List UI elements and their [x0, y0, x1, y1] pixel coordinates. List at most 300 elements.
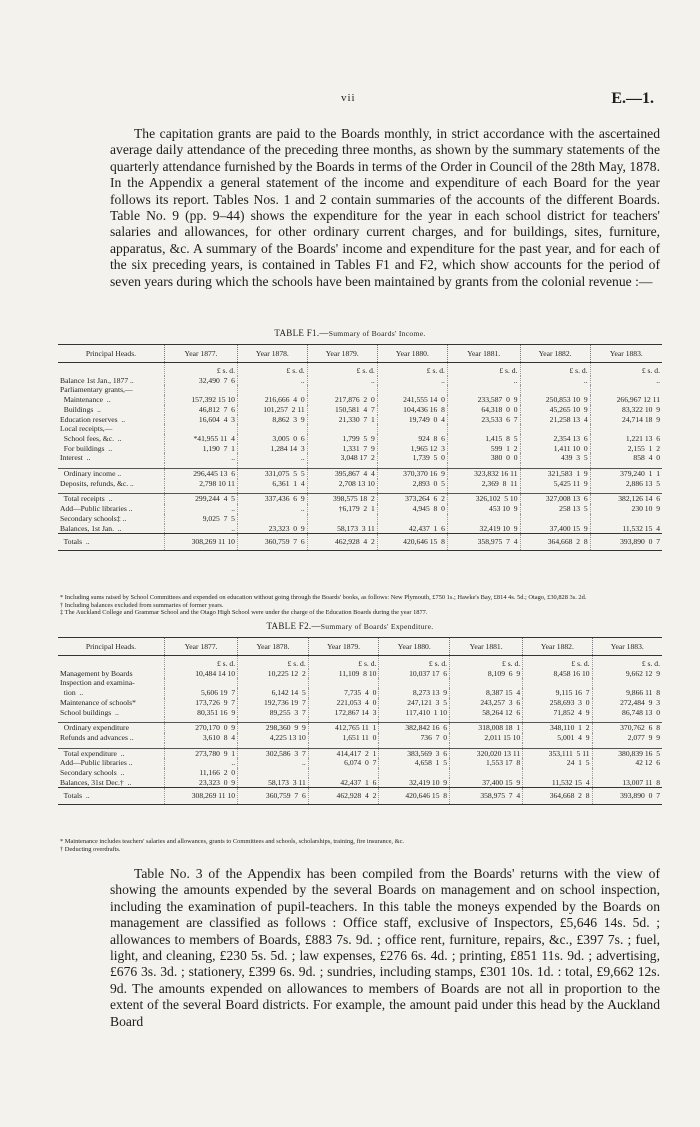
value-cell: .. [237, 376, 307, 386]
value-cell: 1,284 14 3 [237, 444, 307, 454]
row-label: For buildings .. [58, 444, 165, 454]
value-cell: 16,604 4 3 [165, 415, 238, 425]
column-header-year: Year 1877. [165, 345, 238, 363]
value-cell: 370,370 16 9 [377, 469, 447, 479]
value-cell: 150,581 4 7 [307, 405, 377, 415]
value-cell: 157,392 15 10 [165, 395, 238, 405]
row-label: Balances, 1st Jan. .. [58, 524, 165, 534]
column-header-year: Year 1878. [237, 345, 307, 363]
column-header-year: Year 1883. [590, 345, 662, 363]
value-cell: 173,726 9 7 [165, 698, 238, 708]
row-label: Balances, 31st Dec.† .. [58, 778, 165, 788]
column-header-year: Year 1879. [308, 638, 379, 656]
value-cell: 299,244 4 5 [165, 494, 238, 504]
value-cell: 11,109 8 10 [308, 669, 379, 679]
value-cell [523, 768, 592, 778]
value-cell: 373,264 6 2 [377, 494, 447, 504]
value-cell: 8,862 3 9 [237, 415, 307, 425]
value-cell: 318,008 18 1 [450, 723, 523, 733]
value-cell: 858 4 0 [633, 453, 660, 463]
value-cell: .. [237, 453, 307, 463]
value-cell: 2,798 10 11 [165, 479, 238, 489]
footnote: ‡ The Auckland College and Grammar School and the Otago High School were under the charge of the Education Boards during the year 1877. [60, 609, 428, 617]
value-cell: 360,759 7 6 [237, 534, 307, 551]
value-cell: 221,053 4 0 [308, 698, 379, 708]
table-header-row [58, 345, 662, 363]
value-cell: 3,610 8 4 [165, 733, 238, 743]
value-cell: 358,975 7 4 [450, 788, 523, 805]
value-cell: 192,736 19 7 [238, 698, 309, 708]
column-header-year: Year 1882. [520, 345, 590, 363]
value-cell: 7,735 4 0 [308, 688, 379, 698]
value-cell: .. [520, 376, 590, 386]
value-cell [450, 678, 523, 688]
value-cell [308, 768, 379, 778]
table-row [58, 524, 662, 534]
table-row [58, 788, 662, 805]
value-cell: 58,173 3 11 [238, 778, 309, 788]
value-cell: .. [238, 758, 309, 768]
value-cell: 258,693 3 0 [523, 698, 592, 708]
value-cell: 5,001 4 9 [523, 733, 592, 743]
value-cell [592, 768, 662, 778]
value-cell: 2,354 13 6 [520, 434, 590, 444]
table-header-row [58, 638, 662, 656]
value-cell [520, 424, 590, 434]
value-cell: 2,886 13 5 [625, 478, 660, 488]
value-cell: 420,646 15 8 [377, 534, 447, 551]
table-row [58, 733, 662, 743]
value-cell: 241,555 14 0 [377, 395, 447, 405]
row-label: Management by Boards [58, 669, 165, 679]
row-label: School buildings .. [58, 708, 165, 718]
value-cell: 80,351 16 9 [165, 708, 238, 718]
value-cell: 453 10 9 [447, 504, 520, 514]
value-cell: 11,166 2 0 [165, 768, 238, 778]
value-cell: 302,586 3 7 [238, 748, 309, 758]
value-cell: 1,331 7 9 [307, 444, 377, 454]
table-row [58, 698, 662, 708]
table-row [58, 768, 662, 778]
column-header-year: Year 1879. [307, 345, 377, 363]
row-label: Deposits, refunds, &c. .. [58, 479, 165, 489]
value-cell: 19,749 0 4 [377, 415, 447, 425]
value-cell: 5,606 19 7 [165, 688, 238, 698]
units-cell: £ s. d. [165, 363, 238, 376]
value-cell: 1,415 8 5 [447, 434, 520, 444]
value-cell: .. [237, 504, 307, 514]
value-cell: 64,318 0 0 [447, 405, 520, 415]
row-label: School fees, &c. .. [58, 434, 165, 444]
row-label: Ordinary income .. [58, 469, 165, 479]
row-label: Secondary schools .. [58, 768, 165, 778]
value-cell: 5,425 11 9 [520, 479, 590, 489]
table-row [58, 534, 662, 551]
value-cell [447, 424, 520, 434]
value-cell: 360,759 7 6 [238, 788, 309, 805]
value-cell: 1,799 5 9 [307, 434, 377, 444]
intro-paragraph: The capitation grants are paid to the Boards monthly, in strict accordance with the ascertained average daily attendance of the preceding three months, as shown by the summary statements of the quarterly attendance furnished by the Boards in terms of the Order in Council of the 28th May, 1878. In the Appendix a general statement of the income and expenditure of each Board for the year follows its report. Tables Nos. 1 and 2 contain summaries of the accounts of the different Boards. Table No. 9 (pp. 9–44) shows the expenditure for the year in each school district for teachers' salaries and allowances, for other ordinary current charges, and for buildings, sites, furniture, apparatus, &c. A summary of the Boards' income and expenditure for the past year, and for each of the six preceding years, is contained in Tables F1 and F2, which show accounts for the period of seven years during which the schools have been maintained by grants from the colonial revenue :— [110, 126, 660, 289]
table-row [58, 395, 662, 405]
table-row [58, 758, 662, 768]
value-cell: 233,587 0 9 [447, 395, 520, 405]
table-f1-income [58, 344, 662, 551]
row-label: tion .. [58, 688, 165, 698]
value-cell: 414,417 2 1 [308, 748, 379, 758]
row-label: Balance 1st Jan., 1877 .. [58, 376, 165, 386]
value-cell: 1,190 7 1 [165, 444, 238, 454]
value-cell: 308,269 11 10 [165, 788, 238, 805]
value-cell: 4,945 8 0 [377, 504, 447, 514]
value-cell: 46,812 7 6 [165, 405, 238, 415]
table-row [58, 453, 662, 463]
value-cell [165, 424, 238, 434]
value-cell: 9,025 7 5 [165, 514, 238, 524]
value-cell: .. [165, 758, 238, 768]
value-cell: 2,369 8 11 [447, 479, 520, 489]
row-label: Local receipts,— [58, 424, 165, 434]
value-cell: 23,323 0 9 [237, 524, 307, 534]
value-cell: 1,411 10 0 [520, 444, 590, 454]
table-row [58, 748, 662, 758]
value-cell [377, 514, 447, 524]
row-label: Add—Public libraries .. [58, 504, 165, 514]
value-cell: 216,666 4 0 [237, 395, 307, 405]
value-cell: 45,265 10 9 [520, 405, 590, 415]
value-cell [237, 385, 307, 395]
value-cell: 8,109 6 9 [450, 669, 523, 679]
footnote: * Maintenance includes teachers' salaries and allowances, grants to Committees and schools, scholarships, training, fire insurance, &c. [60, 838, 405, 845]
value-cell [379, 678, 450, 688]
value-cell: 412,765 11 1 [308, 723, 379, 733]
column-header-year: Year 1881. [450, 638, 523, 656]
value-cell: 331,075 5 5 [237, 469, 307, 479]
value-cell [308, 678, 379, 688]
value-cell: 217,876 2 0 [307, 395, 377, 405]
value-cell: .. [165, 453, 238, 463]
value-cell [307, 424, 377, 434]
table-f2-notes [60, 838, 660, 853]
table-row [58, 415, 662, 425]
value-cell [165, 385, 238, 395]
value-cell: 398,575 18 2 [307, 494, 377, 504]
value-cell: 6,074 0 7 [308, 758, 379, 768]
value-cell [520, 514, 590, 524]
value-cell: 4,225 13 10 [238, 733, 309, 743]
closing-paragraph: Table No. 3 of the Appendix has been compiled from the Boards' returns with the view of showing the amounts expended by the several Boards on management and on school inspection, including the examination of pupil-teachers. In this table the moneys expended by the Boards on management are classified as follows : Office staff, exclusive of Inspectors, £5,646 14s. 5d. ; allowances to members of Boards, £883 7s. 9d. ; office rent, furniture, repairs, &c., £397 7s. ; fuel, light, and cleaning, £230 5s. 5d. ; law expenses, £276 6s. 4d. ; printing, £851 11s. 9d. ; advertising, £676 3s. 3d. ; stationery, £399 6s. 9d. ; sundries, including stamps, £301 10s. 1d. : total, £9,662 12s. 9d. The amounts expended on allowances to members of Boards are not all in proportion to the extent of the several Board districts. For example, the amount paid under this head by the Auckland Board [110, 866, 660, 1029]
value-cell: 323,832 16 11 [447, 469, 520, 479]
value-cell [377, 385, 447, 395]
value-cell: 380,839 16 5 [592, 748, 662, 758]
value-cell: 172,867 14 3 [308, 708, 379, 718]
value-cell: 9,115 16 7 [523, 688, 592, 698]
value-cell: 8,273 13 9 [379, 688, 450, 698]
row-label: Education reserves .. [58, 415, 165, 425]
table-row [58, 385, 662, 395]
value-cell: 439 3 5 [520, 453, 590, 463]
value-cell: 58,264 12 6 [450, 708, 523, 718]
value-cell: 1,739 5 0 [377, 453, 447, 463]
row-label: Ordinary expenditure [58, 723, 165, 733]
value-cell: 320,020 13 11 [450, 748, 523, 758]
value-cell: 379,240 1 1 [590, 469, 662, 479]
units-cell: £ s. d. [308, 656, 379, 669]
value-cell [590, 424, 662, 434]
value-cell: 462,928 4 2 [307, 534, 377, 551]
value-cell: 270,170 0 9 [165, 723, 238, 733]
value-cell: 11,532 15 4 [622, 523, 660, 533]
value-cell [520, 385, 590, 395]
table-row [58, 376, 662, 386]
value-cell: 247,121 3 5 [379, 698, 450, 708]
table-row [58, 494, 662, 504]
value-cell: 86,748 13 0 [622, 707, 660, 717]
value-cell: 272,484 9 3 [620, 697, 660, 707]
table-row [58, 669, 662, 679]
value-cell: 358,975 7 4 [447, 534, 520, 551]
column-header-year: Year 1877. [165, 638, 238, 656]
column-header-year: Year 1883. [592, 638, 662, 656]
column-header-year: Year 1881. [447, 345, 520, 363]
value-cell: 380 0 0 [447, 453, 520, 463]
value-cell: 8,458 16 10 [523, 669, 592, 679]
value-cell: 395,867 4 4 [307, 469, 377, 479]
row-label: Parliamentary grants,— [58, 385, 165, 395]
report-reference: E.—1. [611, 90, 654, 107]
value-cell: 23,323 0 9 [165, 778, 238, 788]
units-cell: £ s. d. [238, 656, 309, 669]
value-cell: 42,437 1 6 [377, 524, 447, 534]
value-cell: 6,142 14 5 [238, 688, 309, 698]
table-f2-expenditure [58, 637, 662, 805]
value-cell: 71,852 4 9 [523, 708, 592, 718]
table-row [58, 424, 662, 434]
value-cell: 3,005 0 6 [237, 434, 307, 444]
table-row [58, 708, 662, 718]
table-row [58, 504, 662, 514]
page-number: vii [341, 92, 356, 104]
value-cell: 104,436 16 8 [377, 405, 447, 415]
units-cell: £ s. d. [520, 363, 590, 376]
table-f1-caption [0, 328, 700, 338]
value-cell: .. [307, 376, 377, 386]
row-label: Totals .. [58, 534, 165, 551]
value-cell: 37,400 15 9 [520, 524, 590, 534]
value-cell: 924 8 6 [377, 434, 447, 444]
column-header-year: Year 1880. [377, 345, 447, 363]
value-cell: 21,258 13 4 [520, 415, 590, 425]
value-cell: 10,037 17 6 [379, 669, 450, 679]
value-cell: 37,400 15 9 [450, 778, 523, 788]
value-cell: 296,445 13 6 [165, 469, 238, 479]
value-cell: 8,387 15 4 [450, 688, 523, 698]
value-cell: 327,008 13 6 [520, 494, 590, 504]
value-cell [238, 678, 309, 688]
value-cell: .. [447, 376, 520, 386]
value-cell: 258 13 5 [520, 504, 590, 514]
footnote: † Deducting overdrafts. [60, 845, 121, 853]
table-row [58, 723, 662, 733]
value-cell: 2,011 15 10 [450, 733, 523, 743]
value-cell: 1,965 12 3 [377, 444, 447, 454]
value-cell [307, 514, 377, 524]
units-cell: £ s. d. [237, 363, 307, 376]
value-cell [307, 385, 377, 395]
units-cell: £ s. d. [450, 656, 523, 669]
column-header-year: Year 1880. [379, 638, 450, 656]
row-label: Refunds and advances .. [58, 733, 165, 743]
value-cell: 32,419 10 9 [447, 524, 520, 534]
units-cell: £ s. d. [523, 656, 592, 669]
value-cell: 383,569 3 6 [379, 748, 450, 758]
value-cell: .. [656, 375, 660, 385]
table-f1-caption-lead: TABLE F1.— [274, 328, 329, 338]
value-cell: 10,225 12 2 [238, 669, 309, 679]
row-label: Secondary schools‡ .. [58, 514, 165, 524]
footnote: * Including sums raised by School Committees and expended on education without going through the Boards' books, as follows: New Plymouth, £750 1s.; Hawke's Bay, £814 4s. 5d.; Otago, £30,828 3s. 2d. [60, 594, 587, 601]
value-cell: *41,955 11 4 [165, 434, 238, 444]
value-cell: 117,410 1 10 [379, 708, 450, 718]
value-cell: 89,255 3 7 [238, 708, 309, 718]
value-cell: 370,762 6 8 [592, 723, 662, 733]
units-cell: £ s. d. [641, 366, 660, 375]
table-row [58, 469, 662, 479]
value-cell: 6,361 1 4 [237, 479, 307, 489]
table-f2-caption-title: Summary of Boards' Expenditure. [320, 622, 434, 631]
value-cell: 243,257 3 6 [450, 698, 523, 708]
value-cell: 1,553 17 8 [450, 758, 523, 768]
value-cell: 21,330 7 1 [307, 415, 377, 425]
units-row [58, 656, 662, 669]
column-header-year: Year 1878. [238, 638, 309, 656]
value-cell [590, 514, 662, 524]
table-row [58, 688, 662, 698]
value-cell: 382,842 16 6 [379, 723, 450, 733]
value-cell: 2,893 0 5 [377, 479, 447, 489]
row-label: Total receipts .. [58, 494, 165, 504]
row-label: Add—Public libraries .. [58, 758, 165, 768]
value-cell: 11,532 15 4 [523, 778, 592, 788]
value-cell [447, 514, 520, 524]
value-cell: 10,484 14 10 [165, 669, 238, 679]
units-cell: £ s. d. [377, 363, 447, 376]
table-f1-caption-title: Summary of Boards' Income. [328, 329, 426, 338]
value-cell: 382,126 14 6 [590, 494, 662, 504]
column-header-heads: Principal Heads. [58, 638, 165, 656]
footnote: † Including balances excluded from summaries of former years. [60, 601, 224, 609]
table-row [58, 479, 662, 489]
row-label: Buildings .. [58, 405, 165, 415]
value-cell: 2,155 1 2 [627, 443, 660, 453]
value-cell: 599 1 2 [447, 444, 520, 454]
value-cell: 266,967 12 11 [616, 395, 660, 405]
value-cell: 42,437 1 6 [308, 778, 379, 788]
table-f2-caption-lead: TABLE F2.— [266, 621, 321, 631]
value-cell: .. [165, 504, 238, 514]
units-row [58, 363, 662, 376]
value-cell [523, 678, 592, 688]
value-cell [590, 385, 662, 395]
value-cell: 4,658 1 5 [379, 758, 450, 768]
value-cell: 32,490 7 6 [165, 376, 238, 386]
value-cell [377, 424, 447, 434]
value-cell: 393,890 0 7 [590, 534, 662, 551]
value-cell: 1,651 11 0 [308, 733, 379, 743]
row-label: Maintenance of schools* [58, 698, 165, 708]
value-cell: .. [165, 524, 238, 534]
value-cell: 13,007 11 8 [622, 777, 660, 787]
units-cell: £ s. d. [447, 363, 520, 376]
value-cell: 2,077 9 9 [627, 732, 660, 742]
value-cell: †6,179 2 1 [307, 504, 377, 514]
value-cell: 308,269 11 10 [165, 534, 238, 551]
table-row [58, 778, 662, 788]
value-cell: 736 7 0 [379, 733, 450, 743]
value-cell [379, 768, 450, 778]
value-cell: 230 10 9 [631, 504, 660, 514]
value-cell [450, 768, 523, 778]
value-cell [165, 678, 238, 688]
value-cell: 3,048 17 2 [307, 453, 377, 463]
value-cell: 24,714 18 9 [622, 414, 660, 424]
value-cell: .. [377, 376, 447, 386]
table-row [58, 444, 662, 454]
value-cell [592, 678, 662, 688]
column-header-year: Year 1882. [523, 638, 592, 656]
value-cell: 83,322 10 9 [622, 404, 660, 414]
value-cell: 420,646 15 8 [379, 788, 450, 805]
value-cell: 250,853 10 9 [520, 395, 590, 405]
table-row [58, 434, 662, 444]
value-cell: 42 12 6 [635, 758, 660, 768]
row-label: Total expenditure .. [58, 748, 165, 758]
value-cell: 321,583 1 9 [520, 469, 590, 479]
units-cell: £ s. d. [165, 656, 238, 669]
row-label: Totals .. [58, 788, 165, 805]
value-cell [447, 385, 520, 395]
value-cell: 353,111 5 11 [523, 748, 592, 758]
row-label: Interest .. [58, 453, 165, 463]
table-row [58, 405, 662, 415]
value-cell: 23,533 6 7 [447, 415, 520, 425]
value-cell: 462,928 4 2 [308, 788, 379, 805]
value-cell: 326,102 5 10 [447, 494, 520, 504]
value-cell: 273,780 9 1 [165, 748, 238, 758]
table-f2-caption [0, 621, 700, 631]
value-cell: 1,221 13 6 [625, 433, 660, 443]
value-cell: 298,360 9 9 [238, 723, 309, 733]
value-cell: 101,257 2 11 [237, 405, 307, 415]
table-row [58, 514, 662, 524]
column-header-heads: Principal Heads. [58, 345, 165, 363]
value-cell: 58,173 3 11 [307, 524, 377, 534]
value-cell: 9,662 12 9 [625, 668, 660, 678]
value-cell: 364,668 2 8 [523, 788, 592, 805]
row-label: Maintenance .. [58, 395, 165, 405]
units-cell: £ s. d. [379, 656, 450, 669]
value-cell: 393,890 0 7 [592, 788, 662, 805]
value-cell [237, 514, 307, 524]
row-label: Inspection and examina- [58, 678, 165, 688]
table-row [58, 678, 662, 688]
value-cell: 24 1 5 [523, 758, 592, 768]
value-cell: 337,436 6 9 [237, 494, 307, 504]
value-cell: 348,110 1 2 [523, 723, 592, 733]
value-cell [237, 424, 307, 434]
value-cell: 2,708 13 10 [307, 479, 377, 489]
units-cell: £ s. d. [641, 659, 660, 668]
table-f1-notes [60, 594, 660, 617]
